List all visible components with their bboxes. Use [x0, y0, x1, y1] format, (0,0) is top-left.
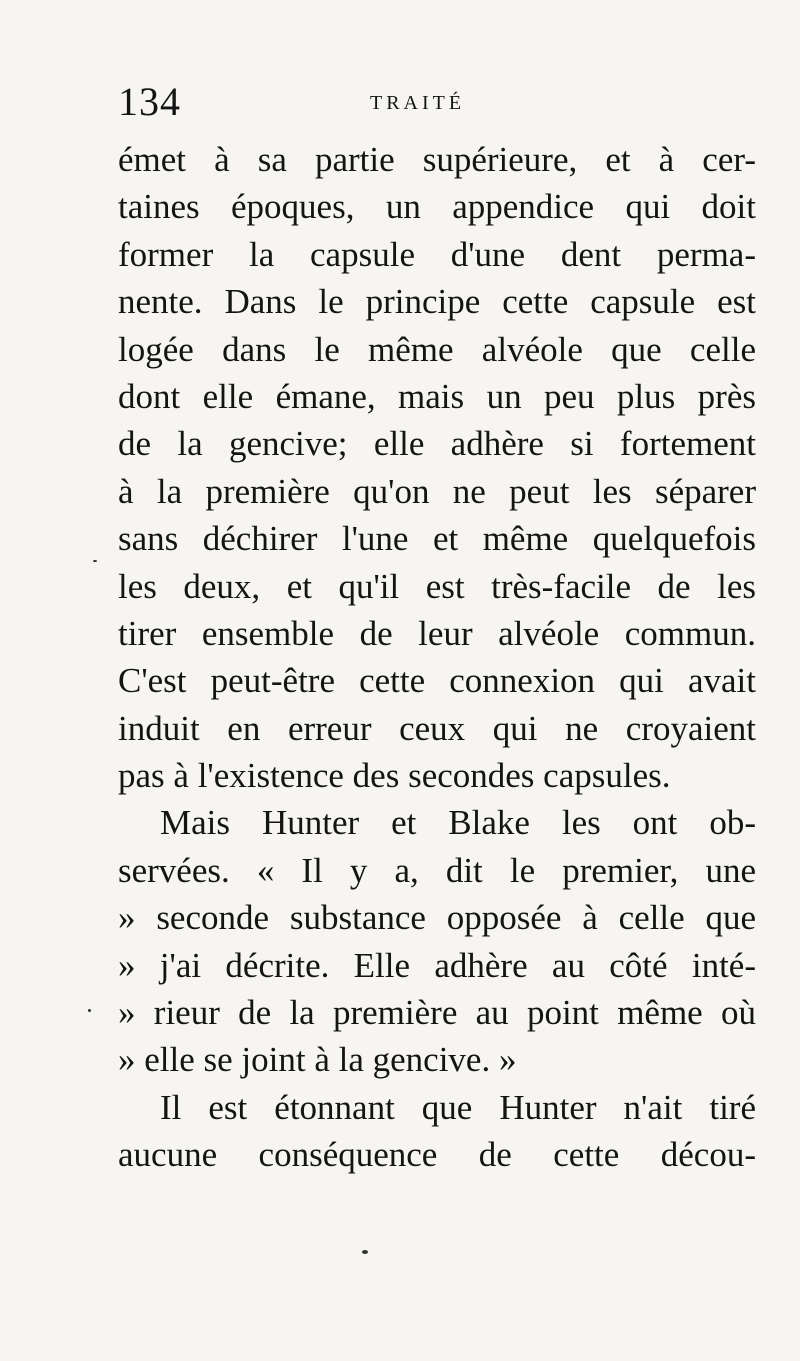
text-line: » elle se joint à la gencive. »: [118, 1040, 517, 1080]
text-line: » rieur de la première au point même où: [118, 993, 756, 1033]
text-line: aucune conséquence de cette décou-: [118, 1135, 756, 1175]
text-line: Il est étonnant que Hunter n'ait tiré: [160, 1087, 756, 1127]
text-line: » j'ai décrite. Elle adhère au côté inté-: [118, 945, 756, 985]
text-line: les deux, et qu'il est très-facile de les: [118, 566, 756, 606]
text-line: pas à l'existence des secondes capsules.: [118, 756, 671, 796]
text-line: C'est peut-être cette connexion qui avait: [118, 661, 756, 701]
text-line: logée dans le même alvéole que celle: [118, 329, 756, 369]
text-line: tirer ensemble de leur alvéole commun.: [118, 613, 756, 653]
text-line: sans déchirer l'une et même quelquefois: [118, 519, 756, 559]
text-line: nente. Dans le principe cette capsule est: [118, 282, 756, 322]
ink-speck: [362, 1250, 368, 1254]
ink-speck: [93, 560, 97, 562]
running-head: TRAITÉ: [370, 92, 466, 114]
text-line: taines époques, un appendice qui doit: [118, 187, 756, 227]
page-number: 134: [118, 79, 181, 124]
body-text: [118, 136, 756, 1179]
text-line: émet à sa partie supérieure, et à cer-: [118, 140, 756, 179]
text-line: dont elle émane, mais un peu plus près: [118, 376, 756, 416]
text-line: de la gencive; elle adhère si fortement: [118, 424, 756, 464]
text-line: former la capsule d'une dent perma-: [118, 234, 756, 274]
ink-speck: [88, 1009, 91, 1012]
page-header: [118, 78, 758, 128]
text-line: servées. « Il y a, dit le premier, une: [118, 850, 756, 890]
text-line: à la première qu'on ne peut les séparer: [118, 471, 756, 511]
text-line: Mais Hunter et Blake les ont ob-: [160, 803, 756, 843]
text-line: induit en erreur ceux qui ne croyaient: [118, 708, 756, 748]
text-line: » seconde substance opposée à celle que: [118, 898, 756, 938]
